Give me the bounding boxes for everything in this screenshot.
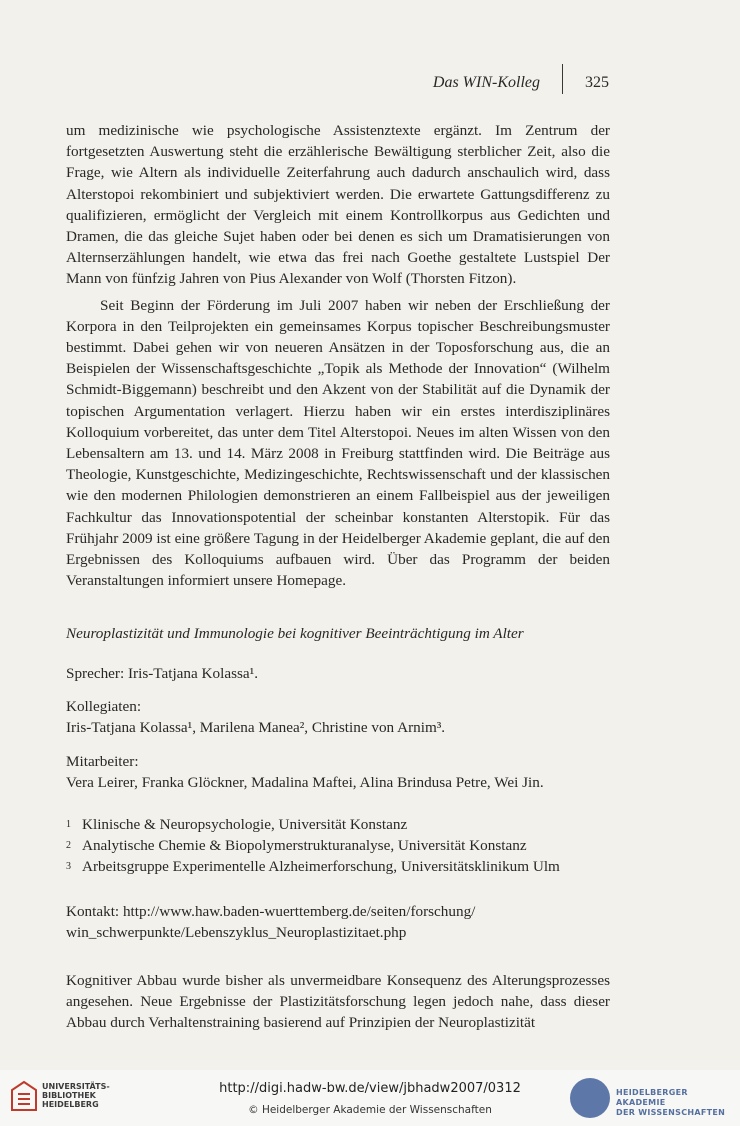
page-body bbox=[66, 120, 610, 1033]
kollegiaten-names: Iris-Tatjana Kolassa¹, Marilena Manea², Christine von Arnim³. bbox=[66, 719, 446, 737]
contact-line: win_schwerpunkte/Lebenszyklus_Neuroplastizitaet.php bbox=[66, 924, 407, 942]
paragraph: Seit Beginn der Förderung im Juli 2007 haben wir neben der Erschließung der Korpora in den Teilprojekten ein gemeinsames Korpus topischer Beschreibungsmuster bestimmt. Dabei gehen wir von neueren Ansätzen in der Toposforschung aus, die an Beispielen der Wissenschaftsgeschichte „Topik als Methode der Innovation“ (Wilhelm Schmidt-Biggemann) beschreibt und den Akzent von der Stabilität auf die Dynamik der topischen Argumentation verlagert. Hierzu haben wir ein erstes interdisziplinäres Kolloquium vorbereitet, das unter dem Titel Alterstopoi. Neues im alten Wissen von den Lebensaltern am 13. und 14. März 2008 in Freiburg stattfinden wird. Die Beiträge aus Theologie, Kunstgeschichte, Medizingeschichte, Rechtswissenschaft und der klassischen wie den modernen Philologien demonstrieren an einem Fallbeispiel aus der jeweiligen Fachkultur das Innovationspotential der scheinbar konstanten Alterstopik. Für das Frühjahr 2009 ist eine größere Tagung in der Heidelberger Akademie geplant, die auf den Ergebnissen des Kolloquiums aufbauen wird. Über das Programm der beiden Veranstaltungen informiert unsere Homepage. bbox=[66, 296, 610, 590]
footnote: 2 Analytische Chemie & Biopolymerstrukturanalyse, Universität Konstanz bbox=[66, 836, 527, 854]
viewer-footer bbox=[0, 1070, 740, 1126]
running-title: Das WIN-Kolleg bbox=[432, 74, 540, 91]
footnote: 1 Klinische & Neuropsychologie, Universität Konstanz bbox=[66, 815, 408, 833]
academy-name: HEIDELBERGER AKADEMIE DER WISSENSCHAFTEN bbox=[616, 1088, 726, 1117]
page-header bbox=[0, 72, 740, 96]
permalink[interactable]: http://digi.hadw-bw.de/view/jbhadw2007/0312 bbox=[219, 1081, 521, 1096]
contact-line: Kontakt: http://www.haw.baden-wuerttemberg.de/seiten/forschung/ bbox=[66, 902, 476, 920]
speaker-line: Sprecher: Iris-Tatjana Kolassa¹. bbox=[66, 664, 258, 682]
mitarbeiter-label: Mitarbeiter: bbox=[66, 752, 139, 770]
mitarbeiter-names: Vera Leirer, Franka Glöckner, Madalina Maftei, Alina Brindusa Petre, Wei Jin. bbox=[66, 774, 544, 792]
footnote: 3 Arbeitsgruppe Experimentelle Alzheimerforschung, Universitätsklinikum Ulm bbox=[66, 857, 560, 875]
paragraph: Kognitiver Abbau wurde bisher als unvermeidbare Konsequenz des Alterungsprozesses angesehen. Neue Ergebnisse der Plastizitätsforschung legen jedoch nahe, dass dieser Abbau durch Verhaltenstraining basierend auf Prinzipien der Neuroplastizität bbox=[66, 971, 610, 1032]
copyright: © Heidelberger Akademie der Wissenschaften bbox=[248, 1104, 492, 1116]
header-divider bbox=[562, 64, 563, 94]
kollegiaten-block bbox=[66, 696, 610, 739]
section-heading: Neuroplastizität und Immunologie bei kognitiver Beeinträchtigung im Alter bbox=[66, 625, 524, 643]
footnotes bbox=[66, 814, 610, 877]
mitarbeiter-block bbox=[66, 751, 610, 794]
contact-block bbox=[66, 901, 610, 944]
page-number: 325 bbox=[585, 74, 609, 91]
kollegiaten-label: Kollegiaten: bbox=[66, 697, 142, 715]
paragraph: um medizinische wie psychologische Assistenztexte ergänzt. Im Zentrum der fortgesetzten Auswertung steht die erzählerische Bewältigung sterblicher Zeit, also die Frage, wie Altern als individuelle Zeiterfahrung auch dadurch anschaulich wird, dass Alterstopoi rekombiniert und subjektiviert werden. Die erwartete Gattungsdifferenz zu qualifizieren, ermöglicht der Vergleich mit einem Kontrollkorpus aus Gedichten und Dramen, die das gleiche Sujet haben oder bei denen es sich um Dramatisierungen von Alternserzählungen handelt, wie etwa das frei nach Goethe gestaltete Lustspiel Der Mann von fünfzig Jahren von Pius Alexander von Wolf (Thorsten Fitzon). bbox=[66, 122, 610, 288]
library-name: UNIVERSITÄTS- BIBLIOTHEK HEIDELBERG bbox=[42, 1082, 110, 1109]
academy-seal-icon bbox=[570, 1078, 610, 1118]
